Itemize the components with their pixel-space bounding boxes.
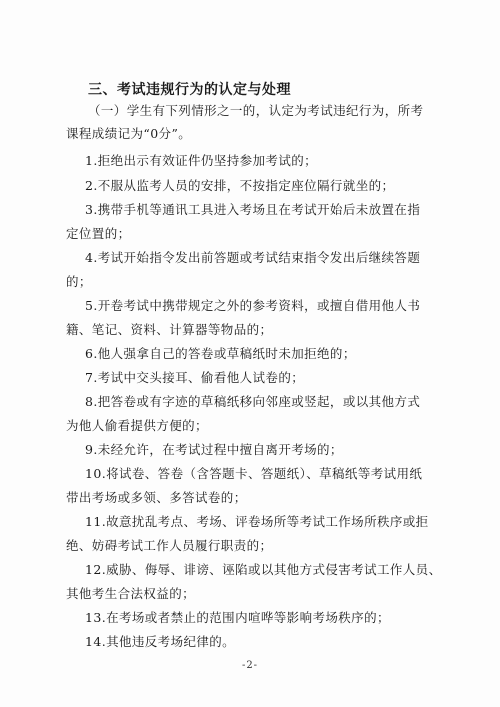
list-item-1: 1.拒绝出示有效证件仍坚持参加考试的； <box>85 153 318 168</box>
list-item-8-continued: 为他人偷看提供方便的； <box>66 418 208 433</box>
list-item-6: 6.他人强拿自己的答卷或草稿纸时未加拒绝的； <box>85 346 356 361</box>
list-item-14: 14.其他违反考场纪律的。 <box>85 634 236 649</box>
list-item-8: 8.把答卷或有字迹的草稿纸移向邻座或竖起，或以其他方式 <box>85 394 421 409</box>
list-item-4-continued: 的； <box>66 274 92 289</box>
list-item-3-continued: 定位置的； <box>66 226 131 241</box>
list-item-13: 13.在考场或者禁止的范围内喧哗等影响考场秩序的； <box>85 610 390 625</box>
list-item-9: 9.未经允许，在考试过程中擅自离开考场的； <box>85 442 343 457</box>
list-item-4: 4.考试开始指令发出前答题或考试结束指令发出后继续答题 <box>85 250 421 265</box>
list-item-11: 11.故意扰乱考点、考场、评卷场所等考试工作场所秩序或拒 <box>85 514 429 529</box>
list-item-5: 5.开卷考试中携带规定之外的参考资料，或擅自借用他人书 <box>85 298 421 313</box>
list-item-3: 3.携带手机等通讯工具进入考场且在考试开始后未放置在指 <box>85 202 421 217</box>
list-item-2: 2.不服从监考人员的安排，不按指定座位隔行就坐的； <box>85 178 395 193</box>
section-heading: 三、考试违规行为的认定与处理 <box>88 82 291 98</box>
list-item-10: 10.将试卷、答卷（含答题卡、答题纸）、草稿纸等考试用纸 <box>85 466 423 481</box>
list-item-12: 12.威胁、侮辱、诽谤、诬陷或以其他方式侵害考试工作人员、 <box>85 562 442 577</box>
list-item-12-continued: 其他考生合法权益的； <box>66 586 196 601</box>
paragraph-line: （一）学生有下列情形之一的，认定为考试违纪行为，所考 <box>88 103 424 118</box>
page-number: -2- <box>241 660 259 671</box>
list-item-11-continued: 绝、妨碍考试工作人员履行职责的； <box>66 538 273 553</box>
list-item-10-continued: 带出考场或多领、多答试卷的； <box>66 490 247 505</box>
list-item-7: 7.考试中交头接耳、偷看他人试卷的； <box>85 370 305 385</box>
paragraph-line: 课程成绩记为“0分”。 <box>66 126 192 141</box>
list-item-5-continued: 籍、笔记、资料、计算器等物品的； <box>66 322 273 337</box>
